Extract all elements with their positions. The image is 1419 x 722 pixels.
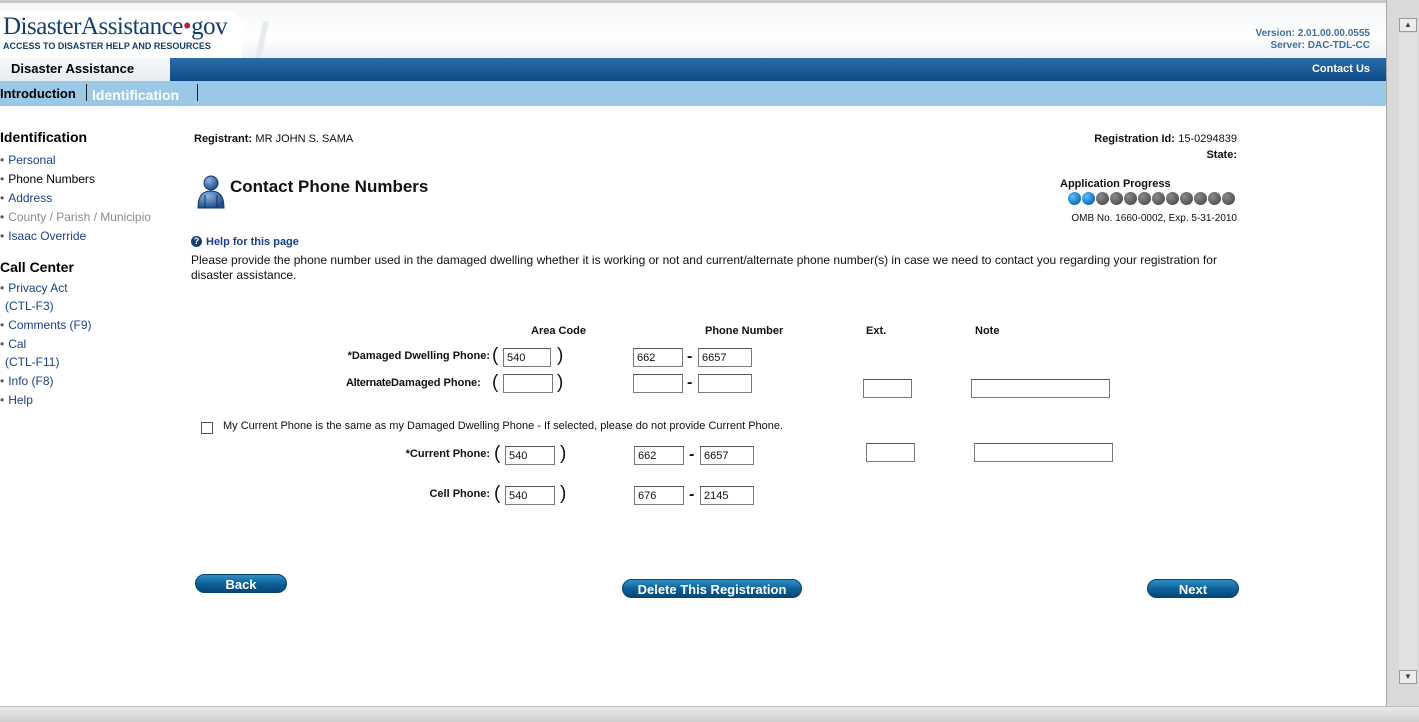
- bullet-icon: •: [0, 337, 5, 351]
- alternate-phone-label: [346, 377, 481, 389]
- main-content: [190, 106, 1250, 706]
- damaged-line-input[interactable]: [698, 348, 752, 367]
- cell-line-input[interactable]: [700, 486, 754, 505]
- column-note: Note: [975, 325, 1000, 337]
- alternate-label-a: Alternate: [346, 377, 391, 389]
- bullet-icon: •: [0, 210, 5, 224]
- sidebar-item-label[interactable]: Privacy Act: [8, 281, 68, 295]
- sidebar-item-label[interactable]: Comments (F9): [8, 318, 92, 332]
- bullet-icon: •: [0, 281, 5, 295]
- tab-identification[interactable]: Identification: [92, 87, 180, 103]
- current-line-input[interactable]: [700, 446, 754, 465]
- current-area-code-input[interactable]: [505, 446, 555, 465]
- bullet-icon: •: [0, 153, 5, 167]
- column-phone-number: Phone Number: [705, 325, 784, 337]
- tab-divider: [197, 84, 198, 101]
- site-header: [0, 3, 1386, 58]
- paren-open: (: [494, 443, 501, 464]
- registration-id: [1094, 131, 1237, 145]
- bullet-icon: •: [0, 318, 5, 332]
- damaged-phone-label: *Damaged Dwelling Phone:: [347, 350, 490, 362]
- sidebar-item-label[interactable]: Info (F8): [8, 374, 54, 388]
- scroll-down-icon[interactable]: ▼: [1399, 670, 1417, 684]
- column-area-code: Area Code: [531, 325, 587, 337]
- main-navbar: [0, 58, 1386, 81]
- alternate-area-code-input[interactable]: [503, 374, 553, 393]
- back-button[interactable]: Back: [195, 574, 287, 593]
- paren-close: ): [560, 443, 567, 464]
- sidebar-item-phone-numbers: [0, 172, 95, 186]
- dash: -: [687, 374, 693, 391]
- paren-open: (: [492, 372, 499, 393]
- bullet-icon: •: [0, 393, 5, 407]
- sidebar-heading-call-center: Call Center: [0, 259, 74, 275]
- paren-close: ): [557, 345, 564, 366]
- sidebar-item-label[interactable]: Address: [8, 191, 53, 205]
- logo-dot: •: [182, 13, 192, 40]
- registrant-name: MR JOHN S. SAMA: [255, 133, 354, 145]
- progress-step-pending: [1096, 192, 1109, 205]
- progress-step-pending: [1222, 192, 1235, 205]
- registrant-label: Registrant:: [194, 133, 253, 145]
- progress-step-pending: [1166, 192, 1179, 205]
- alternate-note-input[interactable]: [971, 379, 1110, 398]
- progress-step-pending: [1124, 192, 1137, 205]
- paren-open: (: [492, 345, 499, 366]
- scroll-up-icon[interactable]: ▲: [1399, 18, 1417, 32]
- bullet-icon: •: [0, 374, 5, 388]
- current-note-input[interactable]: [974, 443, 1113, 462]
- logo-text: DisasterAssistance: [3, 13, 183, 40]
- progress-step-complete: [1082, 192, 1095, 205]
- next-button[interactable]: Next: [1147, 579, 1239, 598]
- section-tabs: [0, 81, 1386, 106]
- progress-step-pending: [1152, 192, 1165, 205]
- person-icon: [195, 175, 227, 209]
- sidebar-item-privacy-act[interactable]: [0, 281, 68, 295]
- cell-prefix-input[interactable]: [634, 486, 684, 505]
- progress-step-pending: [1110, 192, 1123, 205]
- current-phone-label: *Current Phone:: [405, 448, 490, 460]
- same-as-damaged-checkbox[interactable]: [201, 422, 213, 434]
- sidebar-item-label[interactable]: Cal: [8, 337, 27, 351]
- alternate-line-input[interactable]: [698, 374, 752, 393]
- navbar-title: Disaster Assistance: [0, 58, 170, 81]
- bullet-icon: •: [0, 229, 5, 243]
- sidebar-item-isaac-override[interactable]: [0, 229, 86, 243]
- scroll-track[interactable]: [1399, 33, 1417, 669]
- paren-open: (: [494, 483, 501, 504]
- damaged-prefix-input[interactable]: [633, 348, 683, 367]
- paren-close: ): [557, 372, 564, 393]
- sidebar-item-label[interactable]: Personal: [8, 153, 56, 167]
- tab-divider: [86, 84, 87, 101]
- dash: -: [687, 348, 693, 365]
- bullet-icon: •: [0, 172, 5, 186]
- registrant-info: [194, 131, 353, 145]
- delete-registration-button[interactable]: Delete This Registration: [622, 579, 802, 598]
- logo-tagline: ACCESS TO DISASTER HELP AND RESOURCES: [3, 41, 211, 51]
- sidebar-item-cal[interactable]: [0, 337, 26, 351]
- version-text: Version: 2.01.00.00.0555: [1255, 28, 1370, 39]
- current-ext-input[interactable]: [866, 443, 915, 462]
- registration-id-label: Registration Id:: [1094, 133, 1175, 145]
- registration-id-value: 15-0294839: [1178, 133, 1237, 145]
- sidebar-item-label[interactable]: Isaac Override: [8, 229, 87, 243]
- tab-introduction[interactable]: Introduction: [0, 86, 76, 101]
- version-info: [1255, 28, 1370, 52]
- progress-step-pending: [1208, 192, 1221, 205]
- page-title: Contact Phone Numbers: [230, 177, 429, 196]
- site-logo[interactable]: [3, 13, 227, 41]
- same-as-damaged-label: My Current Phone is the same as my Damaged Dwelling Phone - If selected, please do not provide Current Phone.: [223, 420, 784, 432]
- progress-label: Application Progress: [1060, 178, 1171, 190]
- sidebar-item-info[interactable]: [0, 374, 54, 388]
- omb-number: OMB No. 1660-0002, Exp. 5-31-2010: [1071, 213, 1237, 224]
- vertical-scrollbar[interactable]: [1386, 0, 1419, 706]
- sidebar-item-address[interactable]: [0, 191, 52, 205]
- sidebar-item-comments[interactable]: [0, 318, 92, 332]
- state-label: State:: [1206, 149, 1237, 161]
- progress-step-pending: [1138, 192, 1151, 205]
- dash: -: [689, 446, 695, 463]
- progress-step-complete: [1068, 192, 1081, 205]
- damaged-area-code-input[interactable]: [503, 348, 551, 367]
- sidebar-item-label: Phone Numbers: [8, 172, 95, 186]
- help-link[interactable]: Help for this page: [206, 236, 299, 248]
- cell-area-code-input[interactable]: [505, 486, 555, 505]
- cell-phone-label: Cell Phone:: [429, 488, 490, 500]
- dash: -: [689, 486, 695, 503]
- contact-us-link[interactable]: Contact Us: [1311, 63, 1370, 75]
- sidebar-item-label: County / Parish / Municipio: [8, 210, 151, 224]
- sidebar-item-label[interactable]: Help: [8, 393, 33, 407]
- bullet-icon: •: [0, 191, 5, 205]
- sidebar-item-personal[interactable]: [0, 153, 56, 167]
- instructions-text: Please provide the phone number used in the damaged dwelling whether it is working or not and current/alternate phone number(s) in case we need to contact you regarding your registration for disaster assistance.: [191, 253, 1217, 282]
- window-bottom-bar: [0, 706, 1419, 722]
- sidebar-item-help[interactable]: [0, 393, 33, 407]
- paren-close: ): [560, 483, 567, 504]
- sidebar-item-cal-shortcut[interactable]: (CTL-F11): [5, 355, 60, 369]
- server-text: Server: DAC-TDL-CC: [1270, 40, 1370, 51]
- alternate-prefix-input[interactable]: [633, 374, 683, 393]
- progress-step-pending: [1180, 192, 1193, 205]
- sidebar-item-county: [0, 210, 151, 224]
- sidebar-heading-identification: Identification: [0, 129, 88, 145]
- progress-step-pending: [1194, 192, 1207, 205]
- alternate-ext-input[interactable]: [863, 379, 912, 398]
- sidebar-item-privacy-act-shortcut[interactable]: (CTL-F3): [5, 299, 54, 313]
- header-swoosh: [221, 21, 269, 59]
- logo-suffix: gov: [191, 13, 228, 40]
- progress-indicator: [1068, 192, 1235, 205]
- alternate-label-b: Damaged Phone:: [390, 377, 481, 389]
- column-ext: Ext.: [866, 325, 887, 337]
- help-icon[interactable]: ?: [191, 236, 202, 247]
- current-prefix-input[interactable]: [634, 446, 684, 465]
- help-for-page[interactable]: [191, 234, 299, 248]
